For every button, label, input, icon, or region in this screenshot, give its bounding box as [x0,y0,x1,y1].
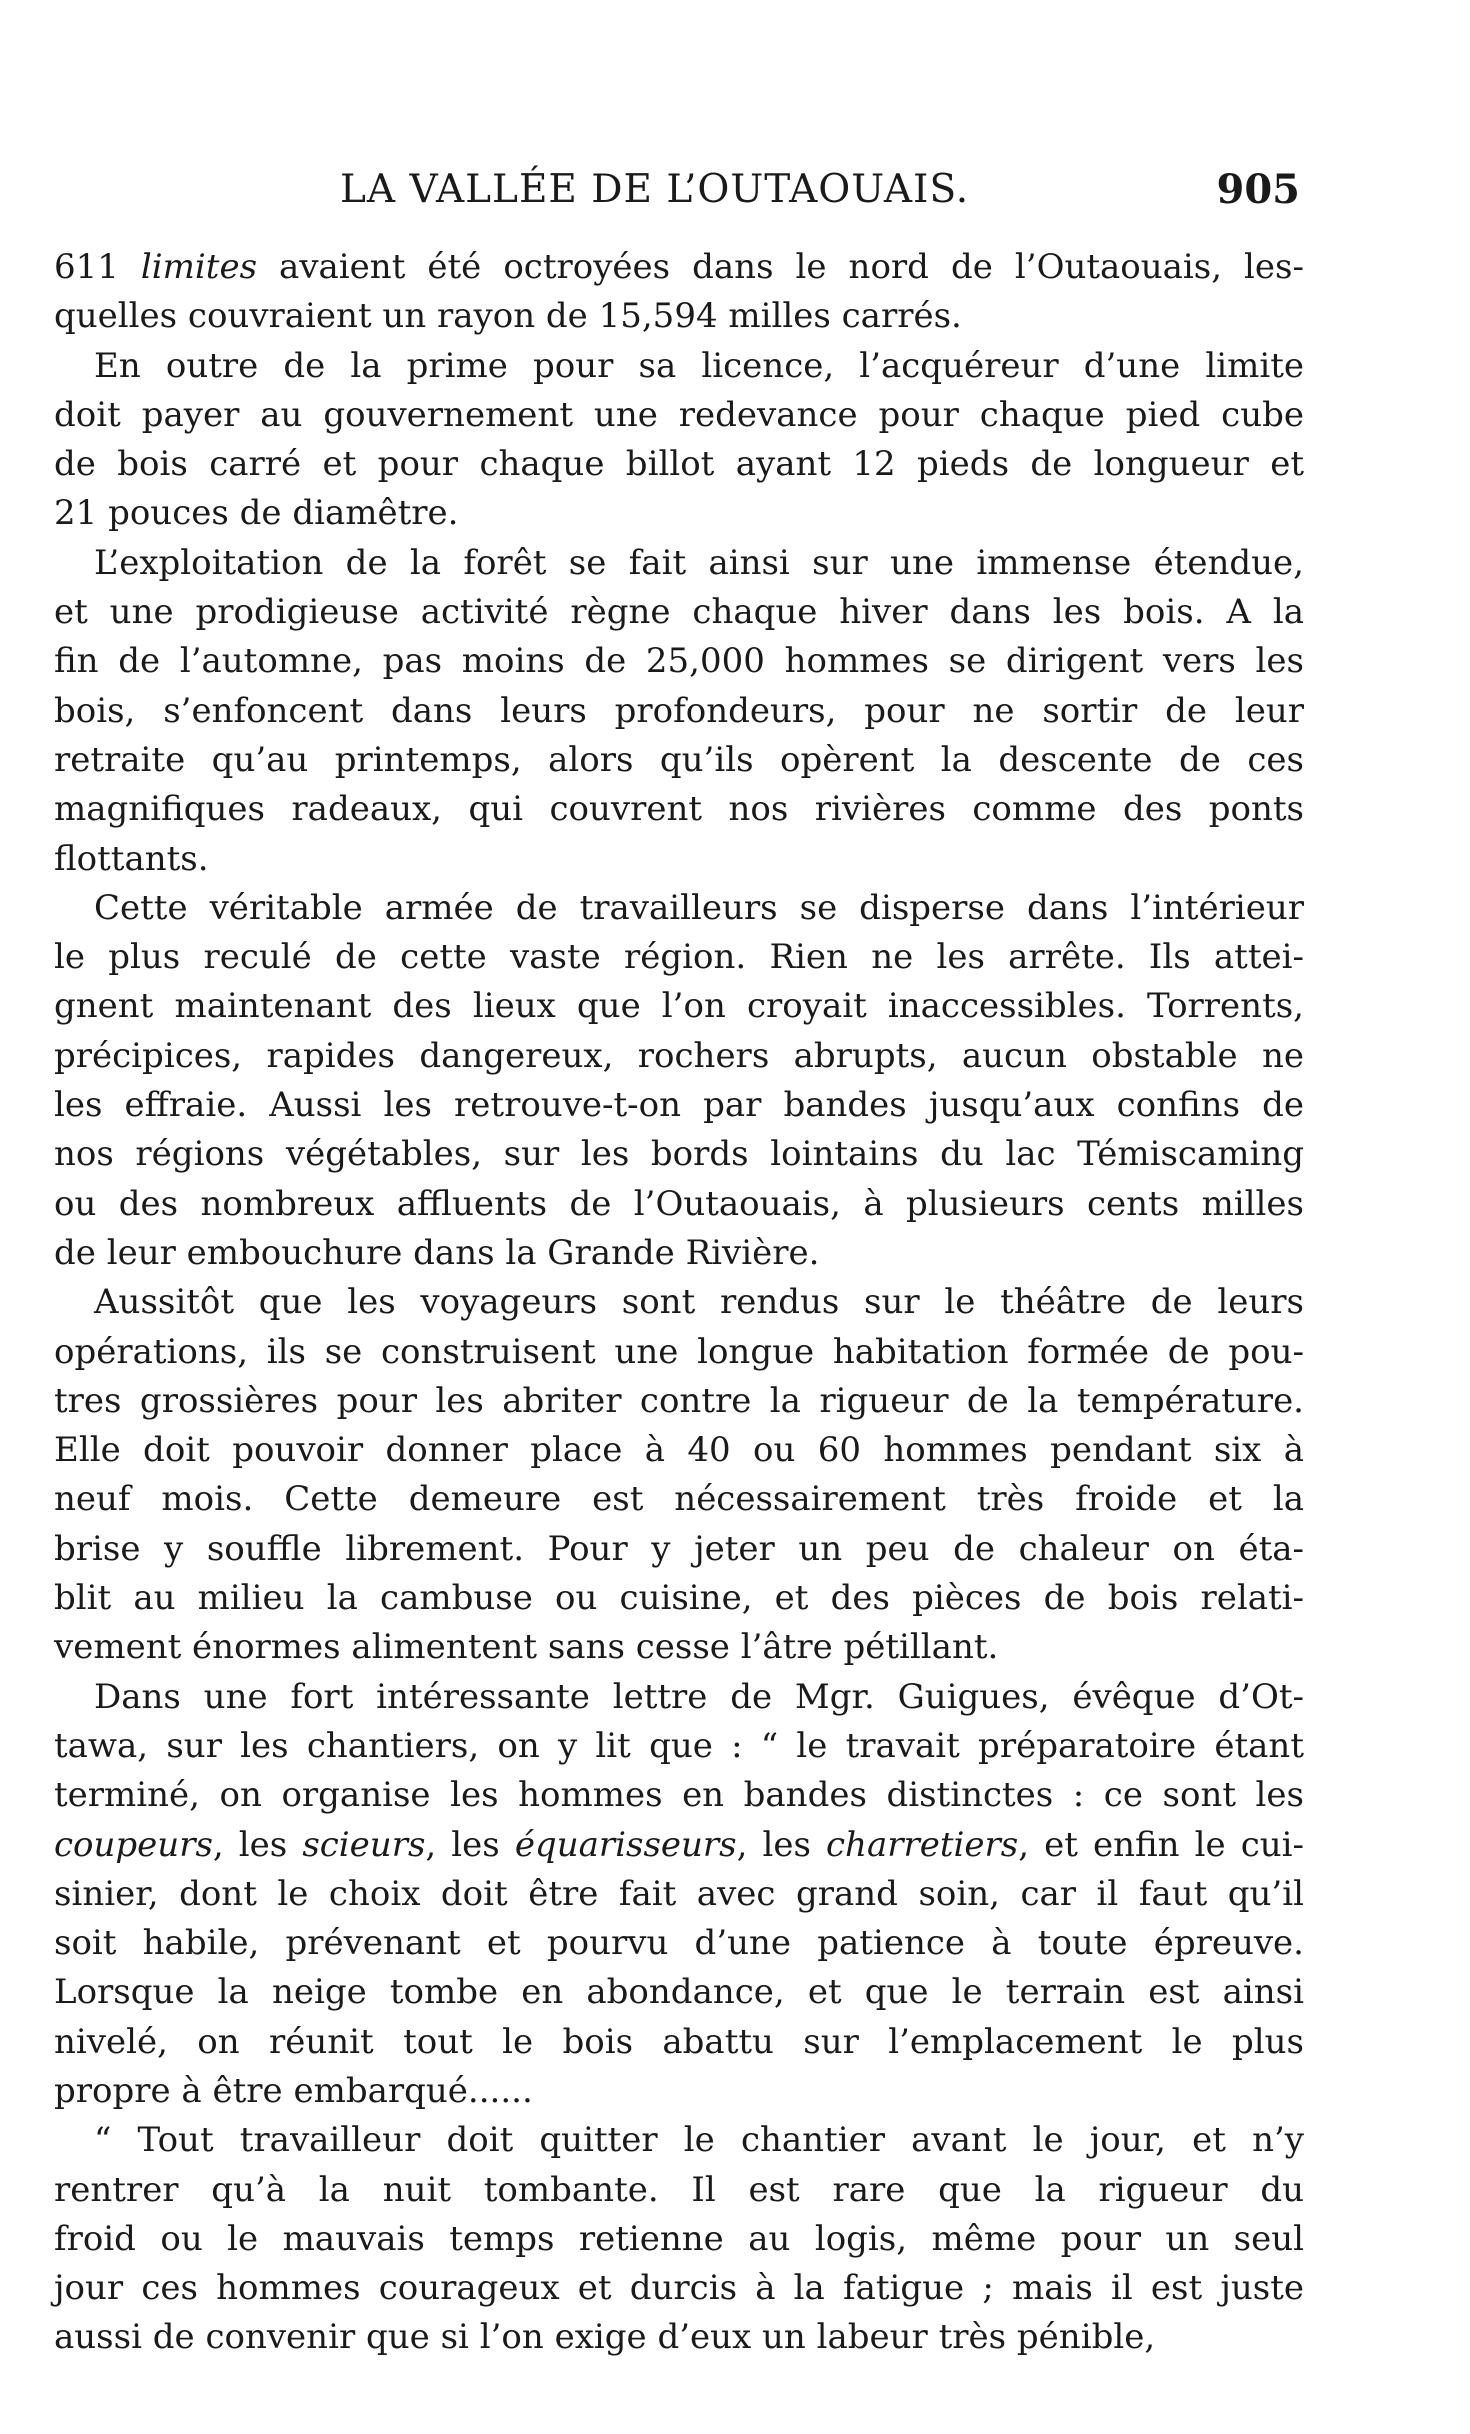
text-run: “ Tout travailleur doit quitter le chantier avant le jour, et n’y [94,2120,1304,2161]
text-run: , les [425,1824,515,1865]
text-run: flottants. [54,838,209,879]
text-run: tres grossières pour les abriter contre la rigueur de la température. [54,1380,1304,1421]
paragraph [54,2116,1304,2362]
text-run: aussi de convenir que si l’on exige d’eux un labeur très pénible, [54,2317,1156,2358]
text-run: brise y souffle librement. Pour y jeter un peu de chaleur on éta- [54,1528,1304,1569]
text-run: gnent maintenant des lieux que l’on croyait inaccessibles. Torrents, [54,986,1304,1027]
text-run: précipices, rapides dangereux, rochers abrupts, aucun obstable ne [54,1035,1304,1076]
text-run: retraite qu’au printemps, alors qu’ils opèrent la descente de ces [54,739,1304,780]
text-run: nos régions végétables, sur les bords lointains du lac Témiscaming [54,1134,1304,1175]
text-line [54,539,1304,588]
text-line [54,1525,1304,1574]
text-run: magnifiques radeaux, qui couvrent nos rivières comme des ponts [54,789,1304,830]
text-run: sinier, dont le choix doit être fait avec grand soin, car il faut qu’il [54,1873,1304,1914]
text-line [54,2166,1304,2215]
paragraph [54,342,1304,539]
text-run: nivelé, on réunit tout le bois abattu sur l’emplacement le plus [54,2021,1304,2062]
text-run: quelles couvraient un rayon de 15,594 milles carrés. [54,296,962,337]
text-run: tawa, sur les chantiers, on y lit que : “ le travait préparatoire étant [54,1725,1304,1766]
text-run: 611 [54,247,141,287]
text-line [54,1574,1304,1623]
text-line [54,1475,1304,1524]
text-run: L’exploitation de la forêt se fait ainsi sur une immense étendue, [94,542,1304,583]
text-line [54,489,1304,538]
text-line [54,982,1304,1031]
text-run: ou des nombreux affluents de l’Outaouais, à plusieurs cents milles [54,1183,1304,1224]
text-run: de leur embouchure dans la Grande Rivière. [54,1232,820,1273]
paragraph [54,884,1304,1278]
text-run: Lorsque la neige tombe en abondance, et que le terrain est ainsi [54,1972,1304,2013]
text-line [54,1081,1304,1130]
text-line [54,2264,1304,2313]
text-run: avaient été octroyées dans le nord de l’Outaouais, les- [257,247,1304,287]
text-run: jour ces hommes courageux et durcis à la fatigue ; mais il est juste [54,2268,1304,2309]
text-line [54,835,1304,884]
text-line [54,1130,1304,1179]
text-line [54,1180,1304,1229]
paragraph [54,539,1304,884]
italic-term: équarisseurs [514,1824,737,1865]
text-line [54,1278,1304,1327]
text-line [54,1426,1304,1475]
text-line [54,637,1304,686]
text-run: doit payer au gouvernement une redevance pour chaque pied cube [54,394,1304,435]
page-number: 905 [1216,166,1300,213]
text-line [54,1722,1304,1771]
paragraph [54,1278,1304,1672]
text-line [54,785,1304,834]
text-line [54,2313,1304,2362]
text-run: Dans une fort intéressante lettre de Mgr. Guigues, évêque d’Ot- [94,1676,1304,1717]
text-line [54,1377,1304,1426]
text-line [54,243,1304,292]
text-run: et une prodigieuse activité règne chaque hiver dans les bois. A la [54,592,1304,633]
italic-term: limites [140,247,258,287]
text-line [54,1623,1304,1672]
text-line [54,1673,1304,1722]
text-line [54,687,1304,736]
text-run: rentrer qu’à la nuit tombante. Il est rare que la rigueur du [54,2169,1304,2210]
text-run: terminé, on organise les hommes en bandes distinctes : ce sont les [54,1775,1304,1816]
italic-term: coupeurs [54,1824,213,1865]
text-line [54,391,1304,440]
text-run: soit habile, prévenant et pourvu d’une patience à toute épreuve. [54,1923,1304,1964]
text-run: 21 pouces de diamêtre. [54,493,459,534]
text-line [54,933,1304,982]
text-line [54,292,1304,341]
text-run: Aussitôt que les voyageurs sont rendus sur le théâtre de leurs [94,1282,1304,1323]
text-line [54,588,1304,637]
text-run: de bois carré et pour chaque billot ayant 12 pieds de longueur et [54,444,1304,485]
text-run: vement énormes alimentent sans cesse l’âtre pétillant. [54,1627,999,1668]
text-line [54,1229,1304,1278]
text-line [54,2018,1304,2067]
italic-term: scieurs [302,1824,426,1865]
text-line [54,1771,1304,1820]
text-run: blit au milieu la cambuse ou cuisine, et des pièces de bois relati- [54,1578,1304,1619]
text-line [54,1870,1304,1919]
text-run: froid ou le mauvais temps retienne au logis, même pour un seul [54,2218,1304,2259]
text-line [54,342,1304,391]
text-line [54,736,1304,785]
text-line [54,884,1304,933]
text-line [54,2067,1304,2116]
text-line [54,1328,1304,1377]
text-run: fin de l’automne, pas moins de 25,000 hommes se dirigent vers les [54,641,1304,682]
paragraph [54,1673,1304,2117]
text-run: propre à être embarqué...... [54,2070,533,2111]
text-run: , et enfin le cui- [1018,1824,1304,1865]
text-run: , les [212,1824,303,1865]
text-run: neuf mois. Cette demeure est nécessairement très froide et la [54,1479,1304,1520]
text-run: opérations, ils se construisent une longue habitation formée de pou- [54,1331,1304,1372]
running-title: LA VALLÉE DE L’OUTAOUAIS. [340,167,970,212]
text-line [54,1919,1304,1968]
text-run: Cette véritable armée de travailleurs se disperse dans l’intérieur [94,887,1304,928]
text-line [54,1968,1304,2017]
text-run: , les [736,1824,827,1865]
body-text [54,243,1304,2363]
text-run: bois, s’enfoncent dans leurs profondeurs, pour ne sortir de leur [54,690,1304,731]
text-line [54,2116,1304,2165]
text-line [54,2215,1304,2264]
paragraph [54,243,1304,342]
text-line [54,1821,1304,1870]
text-run: Elle doit pouvoir donner place à 40 ou 60 hommes pendant six à [54,1430,1304,1471]
text-run: En outre de la prime pour sa licence, l’acquéreur d’une limite [94,345,1304,386]
running-head [60,160,1300,220]
text-run: les effraie. Aussi les retrouve-t-on par bandes jusqu’aux confins de [54,1085,1304,1126]
italic-term: charretiers [826,1824,1019,1865]
text-line [54,440,1304,489]
text-line [54,1032,1304,1081]
text-run: le plus reculé de cette vaste région. Rien ne les arrête. Ils attei- [54,937,1304,978]
